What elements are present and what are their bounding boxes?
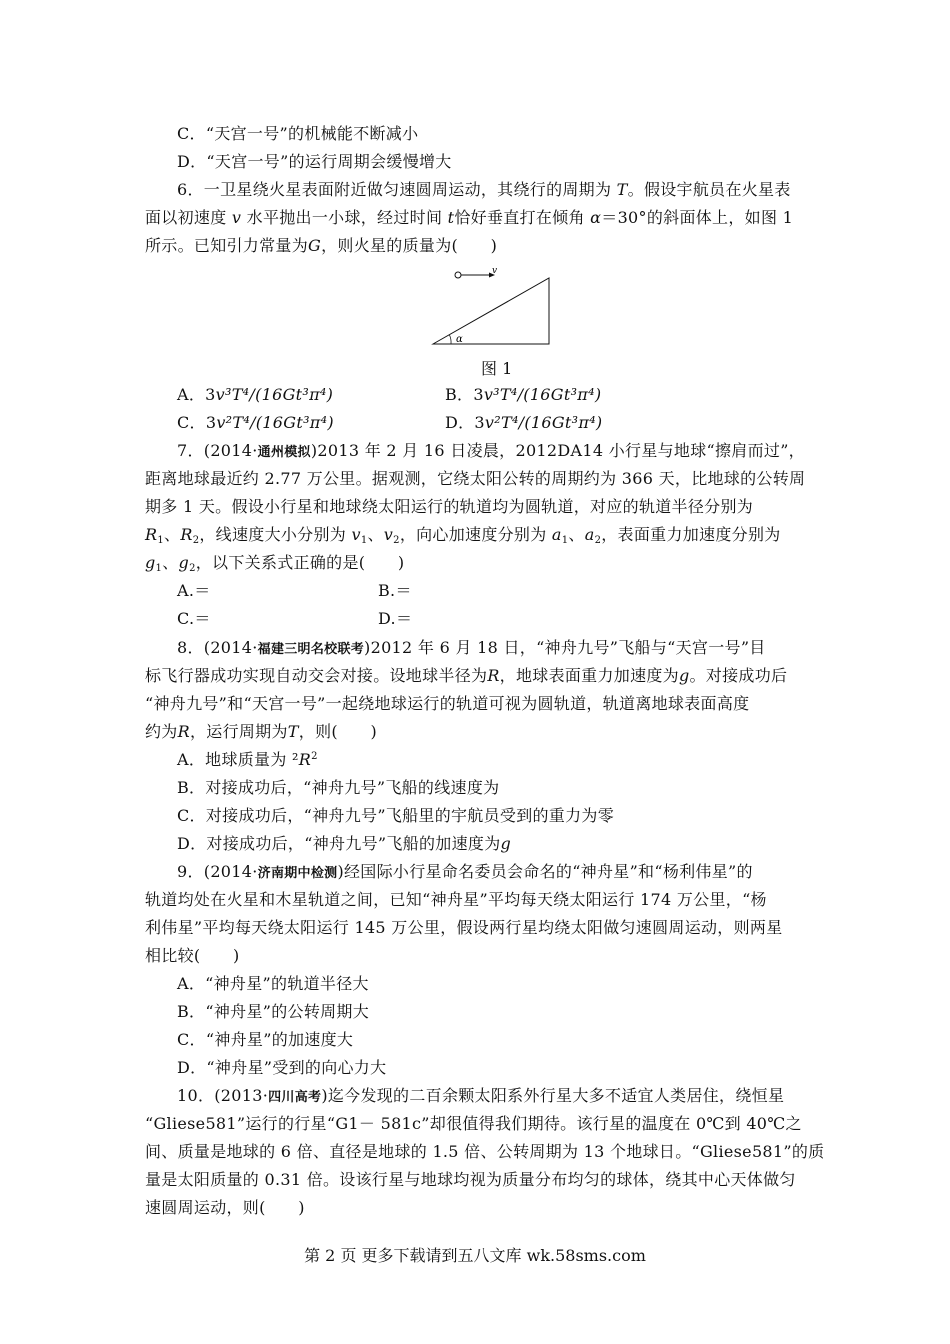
q5-option-c: C．“天宫一号”的机械能不断减小 [177, 124, 419, 143]
q10-line-5: 速圆周运动，则( ) [145, 1198, 305, 1217]
q9-option-c: C．“神舟星”的加速度大 [177, 1030, 354, 1049]
q6-line-3: 所示。已知引力常量为G，则火星的质量为( ) [145, 236, 498, 255]
angle-label: α [456, 334, 463, 345]
ball-icon [455, 272, 461, 278]
q8-option-a: A．地球质量为 $^2R^2$ [177, 750, 318, 769]
q7-option-a: A.＝ [177, 581, 211, 600]
q7-line-3: 期多 1 天。假设小行星和地球绕太阳运行的轨道均为圆轨道，对应的轨道半径分别为 [145, 497, 754, 516]
q7-line-5: $g_1$、$g_2$，以下关系式正确的是( ) [145, 553, 405, 574]
q9-line-3: 利伟星”平均每天绕太阳运行 145 万公里，假设两行星均绕太阳做匀速圆周运动，则两星 [145, 918, 783, 937]
q6-option-a: A．3v³T⁴/(16Gt³π⁴) [177, 385, 334, 404]
q8-line-4: 约为R，运行周期为T，则( ) [145, 722, 378, 741]
q7-source: 通州模拟 [257, 445, 311, 460]
q6-option-d: D．3v²T⁴/(16Gt³π⁴) [445, 413, 603, 432]
q10-line-1: 10．(2013·四川高考)迄今发现的二百余颗太阳系外行星大多不适宜人类居住，绕恒星 [177, 1086, 785, 1105]
q10-line-4: 量是太阳质量的 0.31 倍。设该行星与地球均视为质量分布均匀的球体，绕其中心天体做匀 [145, 1170, 796, 1189]
incline-triangle [433, 278, 549, 344]
q5-option-d: D．“天宫一号”的运行周期会缓慢增大 [177, 152, 452, 171]
q8-line-2: 标飞行器成功实现自动交会对接。设地球半径为R，地球表面重力加速度为g。对接成功后 [145, 666, 788, 685]
q8-option-d: D．对接成功后，“神舟九号”飞船的加速度为g [177, 834, 512, 853]
incline-figure [425, 266, 565, 350]
velocity-label: v [492, 266, 498, 276]
q10-line-3: 间、质量是地球的 6 倍、直径是地球的 1.5 倍、公转周期为 13 个地球日。“Gliese581”的质 [145, 1142, 825, 1161]
q9-line-1: 9．(2014·济南期中检测)经国际小行星命名委员会命名的“神舟星”和“杨利伟星”的 [177, 862, 753, 881]
q9-line-4: 相比较( ) [145, 946, 240, 965]
q7-line-1: 7．(2014·通州模拟)2013 年 2 月 16 日凌晨，2012DA14 小行星与地球“擦肩而过”， [177, 441, 805, 460]
q7-option-d: D.＝ [378, 609, 413, 628]
q9-source: 济南期中检测 [257, 866, 338, 881]
figure-caption: 图 1 [481, 359, 513, 378]
q8-source: 福建三明名校联考 [257, 642, 365, 657]
q8-line-3: “神舟九号”和“天宫一号”一起绕地球运行的轨道可视为圆轨道，轨道离地球表面高度 [145, 694, 750, 713]
q8-option-c: C．对接成功后，“神舟九号”飞船里的宇航员受到的重力为零 [177, 806, 615, 825]
q6-option-c: C．3v²T⁴/(16Gt³π⁴) [177, 413, 334, 432]
q9-option-d: D．“神舟星”受到的向心力大 [177, 1058, 387, 1077]
q8-option-b: B．对接成功后，“神舟九号”飞船的线速度为 [177, 778, 500, 797]
q9-option-b: B．“神舟星”的公转周期大 [177, 1002, 370, 1021]
q8-line-1: 8．(2014·福建三明名校联考)2012 年 6 月 18 日，“神舟九号”飞船与“天宫一号”目 [177, 638, 766, 657]
q7-line-2: 距离地球最近约 2.77 万公里。据观测，它绕太阳公转的周期约为 366 天，比地球的公转周 [145, 469, 806, 488]
q7-option-b: B.＝ [378, 581, 412, 600]
q9-option-a: A．“神舟星”的轨道半径大 [177, 974, 369, 993]
q7-line-4: $R_1$、$R_2$，线速度大小分别为 $v_1$、$v_2$，向心加速度分别为 $a_1$、$a_2$，表面重力加速度分别为 [145, 525, 781, 546]
q9-line-2: 轨道均处在火星和木星轨道之间，已知“神舟星”平均每天绕太阳运行 174 万公里，“杨 [145, 890, 767, 909]
q6-line-1: 6．一卫星绕火星表面附近做匀速圆周运动，其绕行的周期为 T。假设宇航员在火星表 [177, 180, 791, 199]
q7-option-c: C.＝ [177, 609, 211, 628]
angle-arc [450, 335, 452, 344]
q6-line-2: 面以初速度 v 水平抛出一小球，经过时间 t恰好垂直打在倾角 α＝30°的斜面体上，如图 1 [145, 208, 794, 227]
q10-line-2: “Gliese581”运行的行星“G1－ 581c”却很值得我们期待。该行星的温度在 0℃到 40℃之 [145, 1114, 802, 1133]
q6-option-b: B．3v³T⁴/(16Gt³π⁴) [445, 385, 602, 404]
page-footer: 第 2 页 更多下载请到五八文库 wk.58sms.com [304, 1246, 646, 1265]
q10-source: 四川高考 [268, 1090, 322, 1105]
